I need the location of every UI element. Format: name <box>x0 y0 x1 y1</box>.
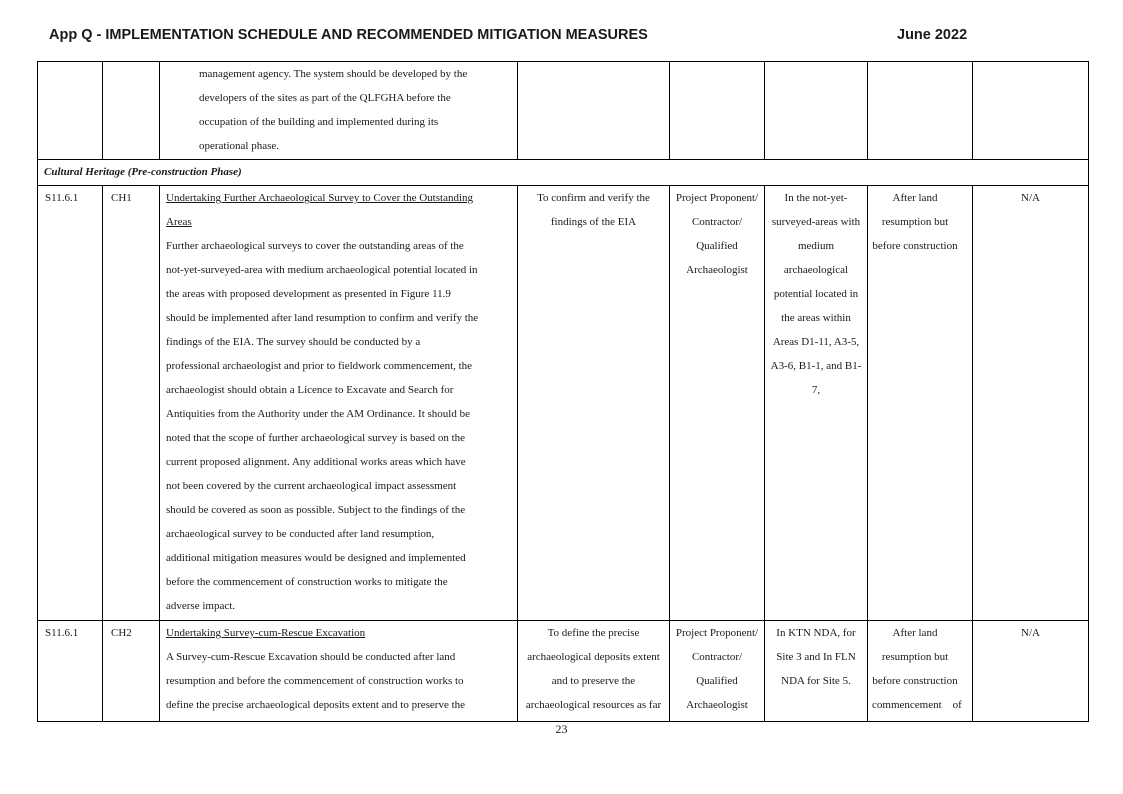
location-line: Site 3 and In FLN <box>776 651 856 663</box>
who-line: Contractor/ <box>691 216 743 228</box>
measure-line: operational phase. <box>199 140 280 152</box>
measure-line: resumption and before the commencement of construction works to <box>166 675 464 687</box>
measure-line: not been covered by the current archaeological impact assessment <box>166 480 457 492</box>
when-line: After land <box>892 192 938 204</box>
measure-line: before the commencement of construction works to mitigate the <box>166 576 448 588</box>
measure-line: occupation of the building and implemented during its <box>199 116 439 128</box>
measure-line: archaeological survey to be conducted after land resumption, <box>166 528 435 540</box>
eia-ref-cell: S11.6.1 <box>38 186 103 621</box>
who-cell <box>670 62 765 160</box>
objective-cell <box>518 186 670 621</box>
measure-line: Further archaeological surveys to cover the outstanding areas of the <box>166 240 464 252</box>
measure-line: professional archaeologist and prior to fieldwork commencement, the <box>166 360 473 372</box>
location-cell <box>765 186 868 621</box>
when-line: before construction <box>872 240 958 252</box>
who-line: Contractor/ <box>691 651 743 663</box>
measure-line: not-yet-surveyed-area with medium archaeological potential located in <box>166 264 478 276</box>
location-line: A3-6, B1-1, and B1- <box>770 360 862 372</box>
measure-line: A Survey-cum-Rescue Excavation should be conducted after land <box>166 651 456 663</box>
location-line: archaeological <box>783 264 849 276</box>
measure-title-line: Areas <box>166 216 192 228</box>
measure-line: management agency. The system should be developed by the <box>199 68 468 80</box>
section-heading-row <box>38 160 1089 186</box>
measure-line: Antiquities from the Authority under the AM Ordinance. It should be <box>166 408 470 420</box>
location-line: medium <box>797 240 835 252</box>
location-line: the areas within <box>781 312 851 324</box>
measure-line: additional mitigation measures would be designed and implemented <box>166 552 466 564</box>
id-cell: CH1 <box>103 186 160 621</box>
measure-title-line: Undertaking Survey-cum-Rescue Excavation <box>166 627 366 639</box>
objective-cell <box>518 62 670 160</box>
document-title: App Q - IMPLEMENTATION SCHEDULE AND RECOMMENDED MITIGATION MEASURES <box>49 27 648 43</box>
requirement-value: N/A <box>1021 192 1040 204</box>
requirement-cell <box>973 62 1089 160</box>
location-line: NDA for Site 5. <box>781 675 851 687</box>
who-line: Archaeologist <box>686 699 748 711</box>
measure-line: current proposed alignment. Any additional works areas which have <box>166 456 466 468</box>
table-row <box>38 62 1089 160</box>
who-line: Qualified <box>696 240 738 252</box>
measure-line: developers of the sites as part of the QLFGHA before the <box>199 92 451 104</box>
eia-ref-cell: S11.6.1 <box>38 621 103 722</box>
id-cell <box>103 62 160 160</box>
measure-cell <box>160 62 518 160</box>
objective-line: archaeological deposits extent <box>527 651 660 663</box>
table-row <box>38 186 1089 621</box>
id-cell: CH2 <box>103 621 160 722</box>
measure-line: the areas with proposed development as presented in Figure 11.9 <box>166 288 451 300</box>
measure-title-line: Undertaking Further Archaeological Survey to Cover the Outstanding <box>166 192 474 204</box>
page-number: 23 <box>555 722 568 736</box>
location-line: surveyed-areas with <box>771 216 861 228</box>
who-line: Project Proponent/ <box>675 192 759 204</box>
location-line: Areas D1-11, A3-5, <box>772 336 860 348</box>
measure-line: findings of the EIA. The survey should be conducted by a <box>166 336 421 348</box>
measure-cell <box>160 186 518 621</box>
when-cell <box>868 62 973 160</box>
when-cell <box>868 621 973 722</box>
objective-cell <box>518 621 670 722</box>
table-row <box>38 621 1089 722</box>
measure-cell <box>160 621 518 722</box>
requirement-cell <box>973 186 1089 621</box>
who-line: Qualified <box>696 675 738 687</box>
when-line: before construction <box>872 675 958 687</box>
location-line: In KTN NDA, for <box>776 627 856 639</box>
measure-line: adverse impact. <box>166 600 236 612</box>
objective-line: archaeological resources as far <box>525 699 662 711</box>
when-cell <box>868 186 973 621</box>
measure-line: should be implemented after land resumption to confirm and verify the <box>166 312 479 324</box>
when-line: After land <box>892 627 938 639</box>
who-cell <box>670 621 765 722</box>
requirement-cell <box>973 621 1089 722</box>
eia-ref-cell <box>38 62 103 160</box>
objective-line: To confirm and verify the <box>537 192 650 204</box>
location-line: potential located in <box>773 288 859 300</box>
document-date: June 2022 <box>897 27 968 43</box>
measure-line: noted that the scope of further archaeological survey is based on the <box>166 432 466 444</box>
who-line: Archaeologist <box>686 264 748 276</box>
objective-line: and to preserve the <box>551 675 636 687</box>
measure-line: define the precise archaeological deposits extent and to preserve the <box>166 699 466 711</box>
when-line: resumption but <box>881 216 949 228</box>
location-line: 7, <box>811 384 821 396</box>
requirement-value: N/A <box>1021 627 1040 639</box>
who-cell <box>670 186 765 621</box>
measure-line: should be covered as soon as possible. Subject to the findings of the <box>166 504 466 516</box>
when-line: resumption but <box>881 651 949 663</box>
measure-line: archaeologist should obtain a Licence to Excavate and Search for <box>166 384 454 396</box>
implementation-schedule-table <box>37 61 1089 722</box>
objective-line: To define the precise <box>547 627 640 639</box>
location-cell <box>765 62 868 160</box>
when-line: commencement of <box>872 699 962 711</box>
who-line: Project Proponent/ <box>675 627 759 639</box>
objective-line: findings of the EIA <box>550 216 637 228</box>
section-heading: Cultural Heritage (Pre-construction Phase) <box>38 160 1089 186</box>
location-line: In the not-yet- <box>784 192 848 204</box>
location-cell <box>765 621 868 722</box>
